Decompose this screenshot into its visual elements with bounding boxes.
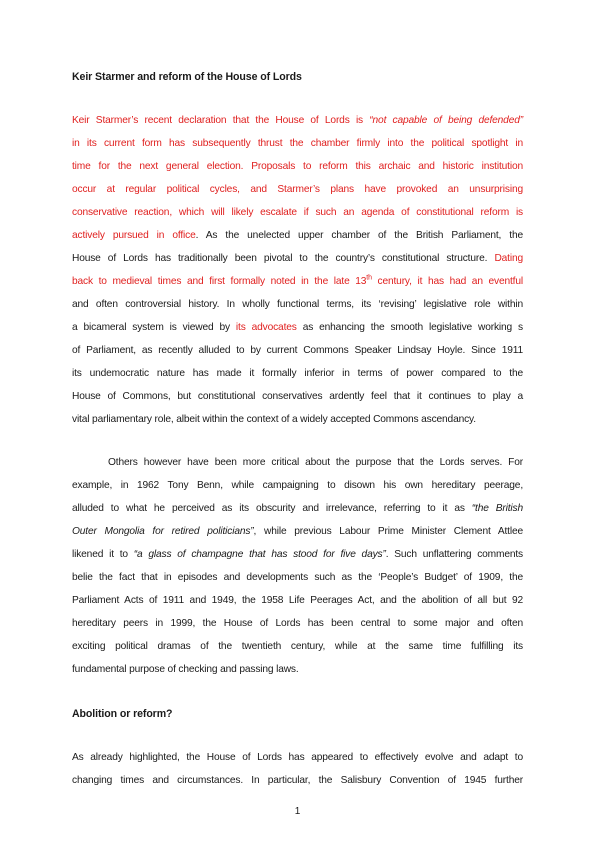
paragraph-1-line: occur at regular political cycles, and Starmer’s plans have provoked an unsurprising <box>72 184 523 195</box>
paragraph-2-line: belie the fact that in episodes and developments such as the ‘People’s Budget’ of 1909, the <box>72 572 523 583</box>
paragraph-2-line <box>72 526 523 538</box>
line-text: as enhancing the smooth legislative working s <box>296 322 523 333</box>
paragraph-1-line: in its current form has subsequently thrust the chamber firmly into the political spotlight in <box>72 138 523 149</box>
paragraph-1-line: time for the next general election. Proposals to reform this archaic and historic institution <box>72 161 523 172</box>
quote-text: Outer Mongolia for retired politicians” <box>72 526 254 537</box>
paragraph-1-line: of Parliament, as recently alluded to by current Commons Speaker Lindsay Hoyle. Since 1911 <box>72 345 523 356</box>
line-text: a bicameral system is viewed by <box>72 322 236 333</box>
paragraph-3-line: changing times and circumstances. In particular, the Salisbury Convention of 1945 further <box>72 775 523 786</box>
paragraph-1-line: its undemocratic nature has made it formally inferior in terms of power compared to the <box>72 368 523 379</box>
document-page <box>72 0 523 842</box>
paragraph-2-line: fundamental purpose of checking and passing laws. <box>72 664 299 675</box>
paragraph-2-line <box>72 503 523 515</box>
line-text: , while previous Labour Prime Minister Clement Attlee <box>253 526 523 537</box>
paragraph-1-line: and often controversial history. In wholly functional terms, its ‘revising’ legislative role within <box>72 299 523 310</box>
quote-text: “not capable of being defended” <box>369 115 523 126</box>
paragraph-1-line <box>72 253 523 265</box>
line-text: . Such unflattering comments <box>385 549 523 560</box>
paragraph-1-line: vital parliamentary role, albeit within the context of a widely accepted Commons ascendancy. <box>72 414 476 425</box>
highlighted-text: its advocates <box>235 322 297 333</box>
paragraph-2-line: Parliament Acts of 1911 and 1949, the 1958 Life Peerages Act, and the abolition of all but 92 <box>72 595 523 606</box>
page-number: 1 <box>294 806 301 817</box>
line-text: back to medieval times and first formally noted in the late 13 <box>72 276 367 287</box>
paragraph-2-line: exciting political dramas of the twentieth century, while at the same time fulfilling its <box>72 641 523 652</box>
line-text: alluded to what he perceived as its obscurity and irrelevance, referring to it as <box>72 503 472 514</box>
paragraph-2-line <box>72 549 523 561</box>
highlighted-text: Dating <box>494 253 523 264</box>
paragraph-1-line <box>72 230 523 242</box>
section-heading: Abolition or reform? <box>72 708 173 720</box>
quote-text: “a glass of champagne that has stood for five days” <box>133 549 386 560</box>
line-text: House of Lords has traditionally been pivotal to the country’s constitutional structure. <box>72 253 495 264</box>
highlighted-text: actively pursued in office <box>72 230 196 241</box>
superscript-text: th <box>366 274 372 282</box>
document-title: Keir Starmer and reform of the House of Lords <box>72 71 302 83</box>
line-text: . As the unelected upper chamber of the British Parliament, the <box>195 230 523 241</box>
quote-text: “the British <box>471 503 524 514</box>
paragraph-2-line: hereditary peers in 1999, the House of Lords has been central to some major and often <box>72 618 523 629</box>
paragraph-2-line: example, in 1962 Tony Benn, while campaigning to disown his own hereditary peerage, <box>72 480 523 491</box>
paragraph-2-line: Others however have been more critical about the purpose that the Lords serves. For <box>108 457 523 468</box>
line-text: likened it to <box>72 549 134 560</box>
paragraph-3-line: As already highlighted, the House of Lords has appeared to effectively evolve and adapt to <box>72 752 523 763</box>
line-text: Keir Starmer’s recent declaration that the House of Lords is <box>72 115 370 126</box>
paragraph-1-line <box>72 276 523 288</box>
line-text: century, it has had an eventful <box>371 276 523 287</box>
paragraph-1-line <box>72 322 523 334</box>
paragraph-1-line: conservative reaction, which will likely escalate if such an agenda of constitutional reform is <box>72 207 523 218</box>
paragraph-1-line <box>72 115 523 127</box>
paragraph-1-line: House of Commons, but constitutional conservatives ardently feel that it continues to play a <box>72 391 523 402</box>
